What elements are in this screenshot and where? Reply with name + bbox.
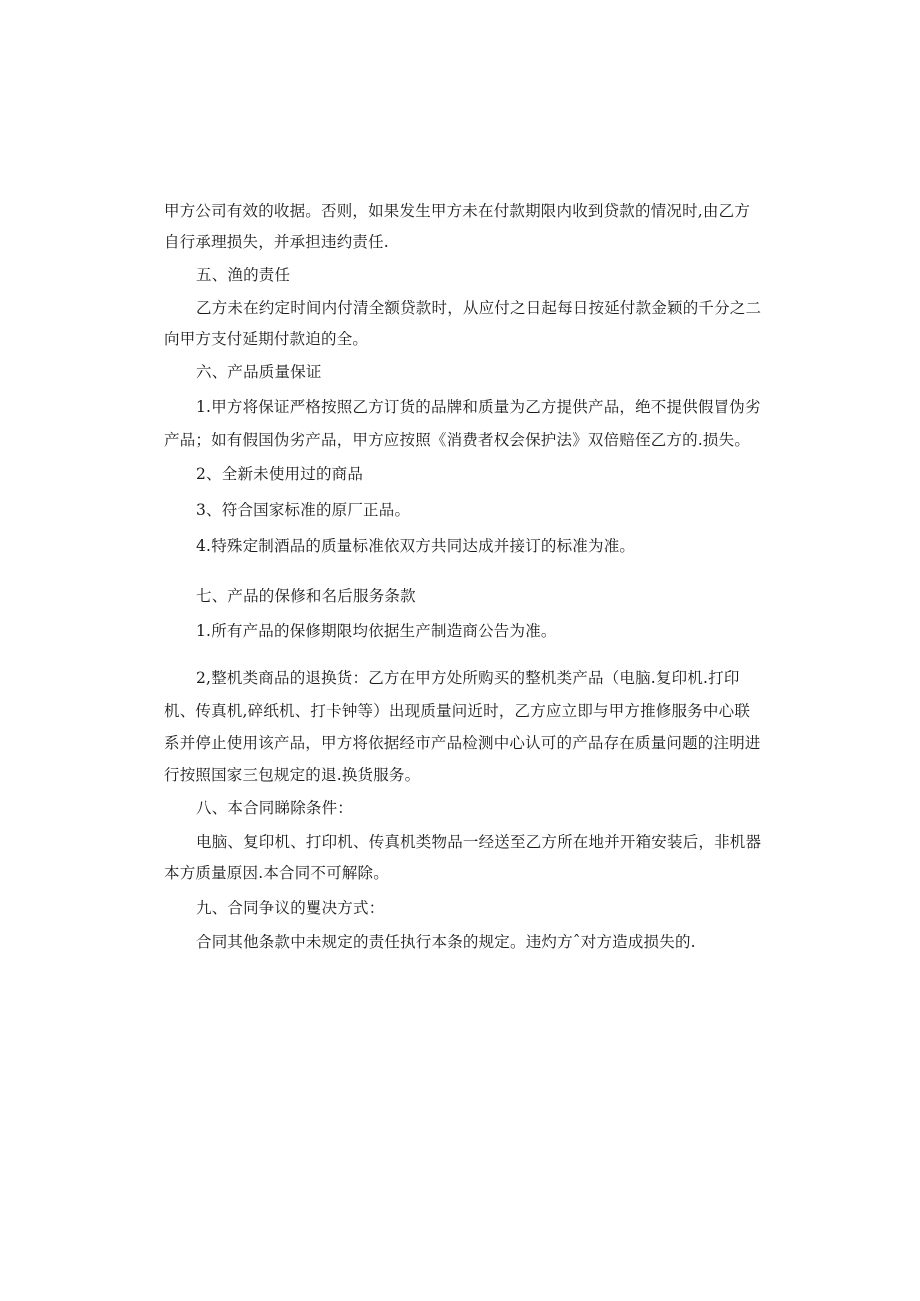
paragraph-line: 向甲方支付延期付款迫的全。 — [164, 330, 369, 348]
section-heading-8: 八、本合同睇除条件： — [196, 799, 354, 817]
paragraph-line: 乙方未在约定时间内付清全额贷款时，从应付之日起每日按延付款金颖的千分之二 — [196, 299, 762, 317]
section-heading-9: 九、合同争议的矍决方式： — [196, 899, 385, 917]
list-item: 1.所有产品的保修期限均依据生产制造商公告为准。 — [196, 622, 557, 640]
section-heading-6: 六、产品质量保证 — [196, 363, 322, 381]
paragraph-line: 本方质量原因.本合同不可解除。 — [164, 864, 389, 882]
list-item: 2、全新未使用过的商品 — [196, 465, 364, 483]
list-item: 3、符合国家标准的原厂正品。 — [196, 501, 411, 519]
section-heading-5: 五、渔的责任 — [196, 266, 291, 284]
list-item: 2,整机类商品的退换货：乙方在甲方处所购买的整机类产品（电脑.复印机.打印 — [196, 669, 740, 687]
paragraph-line: 电脑、复印机、打印机、传真机类物品一经送至乙方所在地并开箱安装后，非机器 — [196, 833, 762, 851]
list-item: 4.特殊定制酒品的质量标准依双方共同达成并接订的标准为准。 — [196, 537, 636, 555]
paragraph-line: 自行承理损失，并承担违约责任. — [164, 233, 389, 251]
paragraph-line: 甲方公司有效的收据。否则，如果发生甲方未在付款期限内收到贷款的情况时,由乙方 — [164, 202, 751, 220]
paragraph-line: 行按照国家三包规定的退.换货服务。 — [164, 766, 421, 784]
paragraph-line: 合同其他条款中未规定的责任执行本条的规定。违灼方ˆ对方造成损失的. — [196, 933, 696, 951]
list-item: 1.甲方将保证严格按照乙方订货的品牌和质量为乙方提供产品，绝不提供假冒伪劣 — [196, 398, 761, 416]
section-heading-7: 七、产品的保修和名后服务条款 — [196, 587, 416, 605]
paragraph-line: 产品；如有假国伪劣产品，甲方应按照《消费者权会保护法》双倍赔侄乙方的.损失。 — [164, 431, 751, 449]
paragraph-line: 机、传真机,碎纸机、打卡钟等）出现质量问近时，乙方应立即与甲方推修服务中心联 — [164, 702, 751, 720]
paragraph-line: 系并停止使用该产品，甲方将依据经市产品检测中心认可的产品存在质量问题的注明进 — [164, 734, 761, 752]
